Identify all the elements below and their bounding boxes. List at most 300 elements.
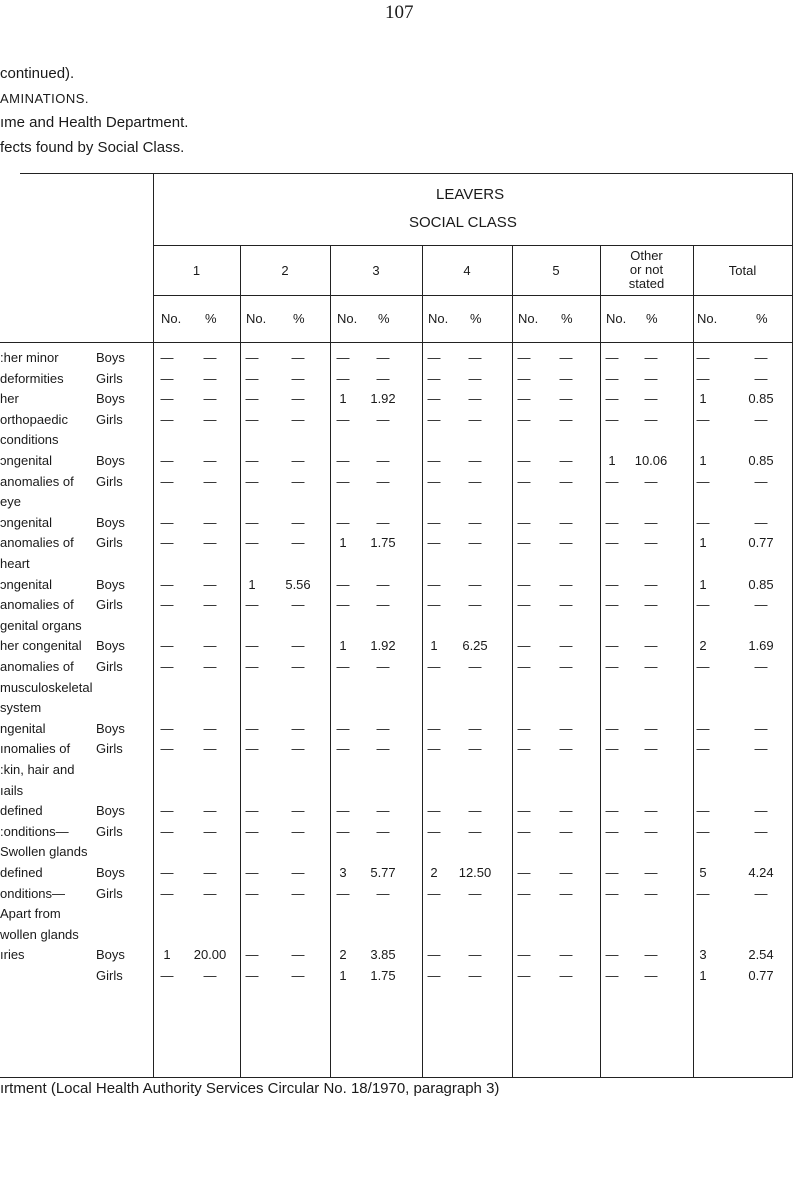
table-cell-number: 2 [430, 865, 438, 880]
table-cell-percent: — [376, 823, 390, 839]
table-cell-number: 1 [339, 638, 347, 654]
table-cell-number: — [245, 370, 259, 386]
table-cell-number: — [427, 597, 441, 613]
row-sex: Girls [96, 411, 123, 427]
table-cell-number: — [427, 411, 441, 427]
table-cell-percent: — [291, 803, 305, 819]
table-cell-number: — [517, 741, 531, 757]
table-cell-percent: — [203, 535, 217, 551]
table-cell-percent: — [376, 885, 390, 901]
heading-line-1: continued). [0, 65, 75, 82]
table-cell-percent: — [291, 370, 305, 386]
table-cell-number: — [427, 473, 441, 489]
table-cell-percent: — [468, 535, 482, 551]
row-sex: Girls [96, 370, 123, 386]
row-label: Swollen glands [0, 844, 88, 860]
table-cell-percent: — [376, 514, 390, 530]
table-cell-number: 2 [339, 947, 347, 963]
table-cell-number: — [427, 947, 441, 963]
table-cell-percent: — [291, 823, 305, 839]
sub-header-no: No. [606, 311, 627, 326]
table-cell-number: — [245, 514, 259, 530]
row-label: ɔngenital [0, 576, 53, 592]
table-cell-number: — [517, 885, 531, 901]
row-sex: Girls [96, 885, 123, 901]
table-cell-number: — [517, 391, 531, 407]
table-cell-number: — [245, 411, 259, 427]
table-cell-number: — [517, 535, 531, 551]
class-header-5: 5 [552, 263, 560, 278]
table-cell-percent: 6.25 [462, 638, 488, 654]
table-cell-percent: — [291, 453, 305, 468]
table-cell-percent: 1.75 [370, 535, 396, 551]
table-cell-percent: — [376, 453, 390, 468]
row-sex: Boys [96, 803, 125, 819]
table-cell-number: — [336, 720, 350, 736]
row-label: :her minor [0, 350, 59, 365]
table-cell-number: — [336, 576, 350, 592]
table-cell-percent: — [468, 720, 482, 736]
table-cell-number: — [245, 803, 259, 819]
table-cell-number: — [245, 823, 259, 839]
table-cell-percent: 2.54 [748, 947, 774, 963]
table-cell-number: — [696, 411, 710, 427]
table-cell-number: 1 [248, 576, 256, 592]
table-cell-number: — [517, 968, 531, 983]
table-cell-percent: — [644, 411, 658, 427]
table-super-header-social-class: SOCIAL CLASS [409, 214, 517, 231]
table-cell-percent: — [559, 720, 573, 736]
table-cell-percent: — [291, 638, 305, 654]
table-cell-number: — [336, 597, 350, 613]
table-cell-percent: — [559, 391, 573, 407]
table-cell-number: — [245, 968, 259, 983]
table-cell-percent: — [644, 741, 658, 757]
table-cell-number: — [696, 659, 710, 674]
row-label: deformities [0, 370, 64, 386]
table-cell-percent: — [203, 350, 217, 365]
table-cell-percent: — [644, 659, 658, 674]
table-cell-number: — [696, 350, 710, 365]
row-label: anomalies of [0, 597, 74, 613]
row-label: defined [0, 865, 43, 880]
table-cell-number: — [605, 947, 619, 963]
table-cell-percent: — [754, 473, 768, 489]
table-cell-percent: — [291, 473, 305, 489]
table-cell-percent: — [291, 597, 305, 613]
table-cell-percent: — [468, 453, 482, 468]
table-cell-percent: — [468, 659, 482, 674]
table-cell-percent: — [203, 968, 217, 983]
row-label: ɔngenital [0, 514, 53, 530]
row-label: defined [0, 803, 43, 819]
table-cell-percent: — [468, 350, 482, 365]
row-sex: Boys [96, 720, 125, 736]
table-cell-percent: — [754, 514, 768, 530]
table-cell-number: — [336, 350, 350, 365]
row-label: musculoskeletal [0, 679, 93, 695]
table-cell-number: — [427, 350, 441, 365]
table-cell-percent: — [559, 638, 573, 654]
row-label: wollen glands [0, 926, 79, 942]
table-cell-percent: — [291, 720, 305, 736]
class-header-3: 3 [372, 263, 380, 278]
table-cell-percent: — [754, 741, 768, 757]
heading-line-3: ıme and Health Department. [0, 114, 189, 131]
table-cell-number: — [245, 885, 259, 901]
table-cell-number: 1 [699, 968, 707, 983]
table-cell-percent: — [754, 659, 768, 674]
table-cell-percent: — [291, 535, 305, 551]
sub-header-no: No. [337, 311, 358, 326]
table-cell-number: — [517, 659, 531, 674]
table-cell-number: — [245, 720, 259, 736]
table-cell-percent: 10.06 [634, 453, 668, 468]
row-label: ɔngenital [0, 453, 53, 468]
table-cell-percent: — [203, 741, 217, 757]
table-cell-percent: — [468, 411, 482, 427]
table-cell-percent: 12.50 [458, 865, 492, 880]
table-cell-percent: — [203, 514, 217, 530]
table-cell-number: — [160, 535, 174, 551]
table-cell-number: — [517, 597, 531, 613]
table-cell-number: — [245, 659, 259, 674]
table-cell-number: — [517, 473, 531, 489]
table-cell-number: 1 [699, 453, 707, 468]
table-cell-percent: 1.92 [370, 638, 396, 654]
table-cell-number: — [605, 638, 619, 654]
table-cell-number: — [245, 535, 259, 551]
table-cell-number: — [160, 638, 174, 654]
table-cell-percent: — [376, 741, 390, 757]
table-cell-number: — [427, 514, 441, 530]
table-cell-percent: — [291, 968, 305, 983]
table-cell-percent: — [644, 350, 658, 365]
heading-line-2: AMINATIONS. [0, 91, 90, 106]
sub-header-no: No. [246, 311, 267, 326]
table-cell-percent: — [203, 823, 217, 839]
row-label: her [0, 391, 19, 407]
table-cell-percent: — [203, 391, 217, 407]
table-cell-percent: — [291, 514, 305, 530]
row-label: her congenital [0, 638, 82, 654]
table-cell-percent: — [559, 741, 573, 757]
table-cell-number: — [427, 370, 441, 386]
footer-note: ırtment (Local Health Authority Services Circular No. 18/1970, paragraph 3) [0, 1080, 500, 1097]
sub-header-no: No. [428, 311, 449, 326]
row-label: ngenital [0, 720, 46, 736]
table-cell-number: — [160, 720, 174, 736]
table-cell-number: — [605, 576, 619, 592]
table-cell-number: 3 [339, 865, 347, 880]
sub-header-no: No. [161, 311, 182, 326]
table-cell-percent: — [203, 803, 217, 819]
table-cell-number: — [605, 968, 619, 983]
table-cell-number: — [517, 514, 531, 530]
table-cell-percent: — [644, 535, 658, 551]
table-cell-number: — [696, 885, 710, 901]
table-cell-number: 1 [608, 453, 616, 468]
table-cell-number: — [517, 947, 531, 963]
table-cell-percent: — [376, 370, 390, 386]
table-cell-percent: — [559, 350, 573, 365]
row-label: ıails [0, 782, 24, 798]
row-sex: Girls [96, 741, 123, 757]
table-cell-number: — [336, 885, 350, 901]
row-sex: Boys [96, 865, 125, 880]
row-sex: Boys [96, 391, 125, 407]
row-sex: Girls [96, 597, 123, 613]
table-cell-percent: — [468, 597, 482, 613]
table-cell-number: — [336, 514, 350, 530]
table-cell-number: — [605, 659, 619, 674]
class-header-6: Other or not stated [628, 248, 665, 291]
table-cell-percent: — [754, 823, 768, 839]
table-cell-number: 1 [339, 968, 347, 983]
table-cell-number: — [336, 370, 350, 386]
table-cell-percent: — [291, 865, 305, 880]
table-cell-number: — [605, 741, 619, 757]
table-cell-percent: 0.85 [748, 576, 774, 592]
table-cell-percent: — [203, 411, 217, 427]
row-label: heart [0, 556, 30, 571]
table-cell-percent: — [559, 473, 573, 489]
table-cell-number: — [517, 803, 531, 819]
table-cell-percent: 5.56 [285, 576, 311, 592]
table-cell-number: — [517, 453, 531, 468]
row-label: ıries [0, 947, 25, 963]
row-sex: Girls [96, 659, 123, 674]
table-cell-percent: — [644, 823, 658, 839]
table-cell-number: — [245, 350, 259, 365]
table-cell-number: — [160, 823, 174, 839]
table-cell-percent: — [754, 720, 768, 736]
table-cell-percent: — [644, 803, 658, 819]
table-cell-number: — [517, 638, 531, 654]
table-cell-number: — [517, 865, 531, 880]
row-label: anomalies of [0, 535, 74, 551]
table-cell-number: — [245, 638, 259, 654]
table-cell-number: — [696, 473, 710, 489]
table-cell-percent: — [644, 885, 658, 901]
sub-header-percent: % [470, 311, 482, 326]
class-header-4: 4 [463, 263, 471, 278]
row-label: orthopaedic [0, 411, 68, 427]
table-cell-number: — [427, 576, 441, 592]
row-sex: Boys [96, 350, 125, 365]
table-cell-percent: — [559, 885, 573, 901]
row-sex: Boys [96, 514, 125, 530]
table-cell-number: — [245, 947, 259, 963]
table-cell-number: — [336, 411, 350, 427]
table-cell-number: — [517, 411, 531, 427]
table-cell-percent: — [644, 391, 658, 407]
table-cell-number: — [160, 597, 174, 613]
table-cell-number: — [696, 514, 710, 530]
table-cell-percent: — [291, 741, 305, 757]
table-cell-number: — [160, 803, 174, 819]
row-label: anomalies of [0, 473, 74, 489]
table-cell-number: — [336, 803, 350, 819]
table-cell-number: — [245, 391, 259, 407]
row-sex: Boys [96, 638, 125, 654]
class-header-1: 1 [192, 263, 201, 278]
table-cell-percent: — [559, 453, 573, 468]
table-cell-number: — [427, 391, 441, 407]
table-cell-number: — [605, 823, 619, 839]
table-cell-percent: — [291, 350, 305, 365]
table-cell-percent: — [644, 638, 658, 654]
class-header-7: Total [728, 263, 757, 278]
table-cell-number: — [605, 597, 619, 613]
table-cell-number: — [336, 473, 350, 489]
table-cell-number: — [427, 659, 441, 674]
table-cell-number: — [696, 823, 710, 839]
table-cell-percent: — [376, 803, 390, 819]
row-sex: Girls [96, 473, 123, 489]
table-cell-percent: — [468, 968, 482, 983]
table-cell-number: 5 [699, 865, 707, 880]
table-cell-percent: 0.85 [748, 391, 774, 407]
row-sex: Boys [96, 576, 125, 592]
table-cell-number: 1 [163, 947, 171, 963]
table-cell-number: — [336, 453, 350, 468]
table-cell-number: — [517, 370, 531, 386]
table-cell-percent: — [468, 885, 482, 901]
table-cell-number: 1 [699, 391, 707, 407]
table-cell-percent: 1.69 [748, 638, 774, 654]
table-cell-percent: — [644, 473, 658, 489]
table-cell-percent: — [644, 720, 658, 736]
table-cell-number: — [427, 823, 441, 839]
table-cell-percent: — [203, 659, 217, 674]
table-cell-number: — [696, 720, 710, 736]
table-cell-percent: 1.75 [370, 968, 396, 983]
table-cell-number: — [160, 411, 174, 427]
sub-header-percent: % [378, 311, 390, 326]
table-cell-number: — [160, 370, 174, 386]
table-cell-number: — [517, 576, 531, 592]
row-label: genital organs [0, 617, 82, 633]
table-cell-number: — [517, 823, 531, 839]
row-sex: Boys [96, 453, 125, 468]
table-cell-number: — [336, 659, 350, 674]
table-cell-percent: — [644, 597, 658, 613]
table-cell-percent: — [644, 968, 658, 983]
table-cell-percent: — [376, 411, 390, 427]
table-cell-number: — [517, 720, 531, 736]
sub-header-percent: % [293, 311, 305, 326]
table-cell-percent: — [468, 473, 482, 489]
table-cell-percent: — [468, 391, 482, 407]
table-cell-percent: — [291, 885, 305, 901]
table-cell-number: 1 [699, 576, 707, 592]
table-cell-number: — [427, 885, 441, 901]
row-sex: Boys [96, 947, 125, 963]
table-cell-percent: — [644, 514, 658, 530]
table-cell-number: 2 [699, 638, 707, 654]
table-cell-number: — [245, 597, 259, 613]
heading-line-4: fects found by Social Class. [0, 139, 185, 156]
table-cell-percent: — [203, 597, 217, 613]
table-cell-percent: — [559, 803, 573, 819]
table-cell-percent: 20.00 [193, 947, 227, 963]
table-cell-percent: — [559, 865, 573, 880]
table-cell-percent: — [203, 473, 217, 489]
table-cell-percent: — [559, 370, 573, 386]
table-cell-percent: 4.24 [748, 865, 774, 880]
table-cell-percent: — [376, 659, 390, 674]
table-cell-percent: — [203, 720, 217, 736]
table-cell-percent: — [291, 411, 305, 427]
row-label: conditions [0, 432, 59, 448]
table-cell-percent: 0.85 [748, 453, 774, 468]
table-cell-number: — [605, 350, 619, 365]
table-cell-percent: — [754, 885, 768, 901]
table-cell-number: — [427, 453, 441, 468]
sub-header-percent: % [756, 311, 768, 326]
table-cell-number: — [605, 391, 619, 407]
table-cell-number: — [160, 865, 174, 880]
table-cell-number: — [245, 453, 259, 468]
table-cell-number: — [160, 453, 174, 468]
table-cell-number: — [160, 514, 174, 530]
table-cell-percent: — [376, 350, 390, 365]
table-cell-number: — [160, 391, 174, 407]
table-cell-percent: — [468, 514, 482, 530]
table-cell-number: — [160, 741, 174, 757]
table-cell-percent: — [559, 968, 573, 983]
table-cell-percent: — [559, 659, 573, 674]
sub-header-percent: % [646, 311, 658, 326]
row-sex: Girls [96, 823, 123, 839]
table-cell-number: — [696, 597, 710, 613]
table-cell-number: 1 [339, 535, 347, 551]
table-cell-number: — [605, 370, 619, 386]
table-cell-number: — [605, 885, 619, 901]
table-cell-percent: — [559, 411, 573, 427]
table-cell-percent: — [644, 947, 658, 963]
table-cell-percent: — [203, 576, 217, 592]
row-label: :kin, hair and [0, 762, 75, 777]
sub-header-no: No. [697, 311, 718, 326]
table-cell-percent: — [203, 370, 217, 386]
table-cell-number: — [245, 865, 259, 880]
table-cell-percent: — [468, 370, 482, 386]
table-cell-percent: — [376, 597, 390, 613]
row-label: ınomalies of [0, 741, 71, 757]
table-super-header-leavers: LEAVERS [436, 186, 505, 203]
table-cell-percent: — [644, 865, 658, 880]
table-cell-percent: — [644, 370, 658, 386]
table-cell-percent: — [754, 411, 768, 427]
table-cell-number: — [160, 659, 174, 674]
table-cell-number: 1 [699, 535, 707, 551]
table-cell-percent: — [559, 823, 573, 839]
page-number: 107 [385, 2, 414, 23]
table-cell-number: — [160, 968, 174, 983]
row-sex: Girls [96, 535, 123, 551]
table-cell-percent: — [203, 885, 217, 901]
sub-header-no: No. [518, 311, 539, 326]
table-cell-number: — [605, 535, 619, 551]
table-cell-percent: 3.85 [370, 947, 396, 963]
table-cell-percent: — [559, 576, 573, 592]
table-cell-percent: — [754, 370, 768, 386]
table-cell-number: — [427, 720, 441, 736]
row-label: onditions— [0, 885, 66, 901]
table-cell-percent: — [376, 473, 390, 489]
